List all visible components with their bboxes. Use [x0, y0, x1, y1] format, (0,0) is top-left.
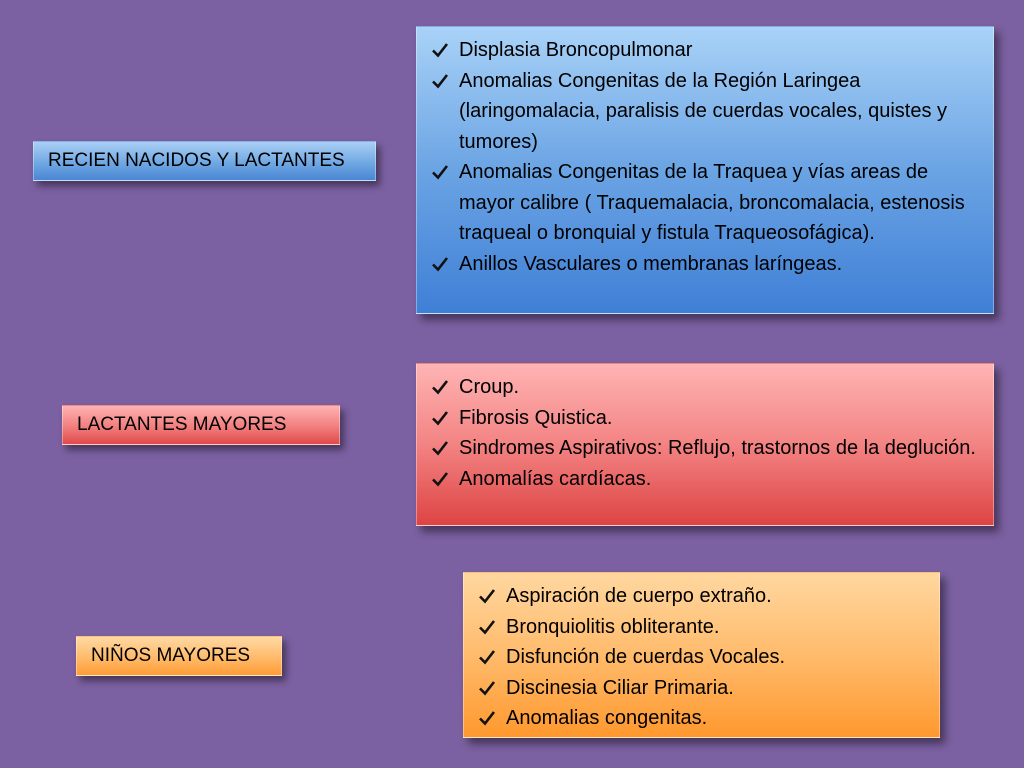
- category-label-text: LACTANTES MAYORES: [77, 414, 287, 435]
- condition-list-recien-nacidos: [416, 26, 994, 314]
- list-item-text: Anomalias Congenitas de la Traquea y vías areas de mayor calibre ( Traquemalacia, broncomalacia, estenosis traqueal o bronquial y fistula Traqueosofágica).: [459, 161, 965, 244]
- checkmark-icon: [429, 372, 451, 402]
- list-item: [429, 157, 979, 249]
- list-item: [476, 703, 925, 734]
- checkmark-icon: [429, 433, 451, 463]
- checkmark-icon: [429, 464, 451, 494]
- category-label-ninos-mayores: [76, 636, 282, 676]
- checkmark-icon: [429, 249, 451, 279]
- condition-list: [476, 581, 925, 734]
- list-item-text: Bronquiolitis obliterante.: [506, 615, 720, 638]
- list-item-text: Anomalías cardíacas.: [459, 467, 652, 490]
- checkmark-icon: [476, 703, 498, 733]
- list-item: [429, 66, 979, 158]
- list-item: [429, 249, 979, 280]
- list-item: [476, 612, 925, 643]
- category-label-text: NIÑOS MAYORES: [91, 645, 251, 666]
- list-item: [476, 673, 925, 704]
- checkmark-icon: [476, 642, 498, 672]
- list-item: [429, 35, 979, 66]
- category-label-lactantes-mayores: [62, 405, 340, 445]
- condition-list-lactantes-mayores: [416, 363, 994, 526]
- list-item: [429, 403, 979, 434]
- category-label-text: RECIEN NACIDOS Y LACTANTES: [48, 150, 345, 171]
- list-item-text: Displasia Broncopulmonar: [459, 39, 693, 61]
- checkmark-icon: [429, 35, 451, 65]
- list-item: [476, 642, 925, 673]
- list-item-text: Aspiración de cuerpo extraño.: [506, 585, 772, 607]
- list-item: [429, 372, 979, 403]
- checkmark-icon: [476, 612, 498, 642]
- checkmark-icon: [476, 581, 498, 611]
- list-item: [429, 433, 979, 464]
- condition-list-ninos-mayores: [463, 572, 940, 738]
- list-item-text: Fibrosis Quistica.: [459, 406, 613, 429]
- condition-list: [429, 372, 979, 494]
- list-item: [429, 464, 979, 495]
- list-item-text: Anillos Vasculares o membranas laríngeas.: [459, 252, 843, 275]
- list-item-text: Disfunción de cuerdas Vocales.: [506, 646, 786, 668]
- list-item-text: Anomalias congenitas.: [506, 707, 708, 729]
- list-item-text: Sindromes Aspirativos: Reflujo, trastornos de la deglución.: [459, 437, 976, 459]
- list-item: [476, 581, 925, 612]
- checkmark-icon: [429, 66, 451, 96]
- category-label-recien-nacidos: [33, 141, 376, 181]
- checkmark-icon: [476, 673, 498, 703]
- list-item-text: Anomalias Congenitas de la Región Laringea (laringomalacia, paralisis de cuerdas vocales, quistes y tumores): [459, 69, 948, 153]
- checkmark-icon: [429, 403, 451, 433]
- checkmark-icon: [429, 157, 451, 187]
- list-item-text: Croup.: [459, 376, 520, 398]
- condition-list: [429, 35, 979, 279]
- list-item-text: Discinesia Ciliar Primaria.: [506, 676, 734, 699]
